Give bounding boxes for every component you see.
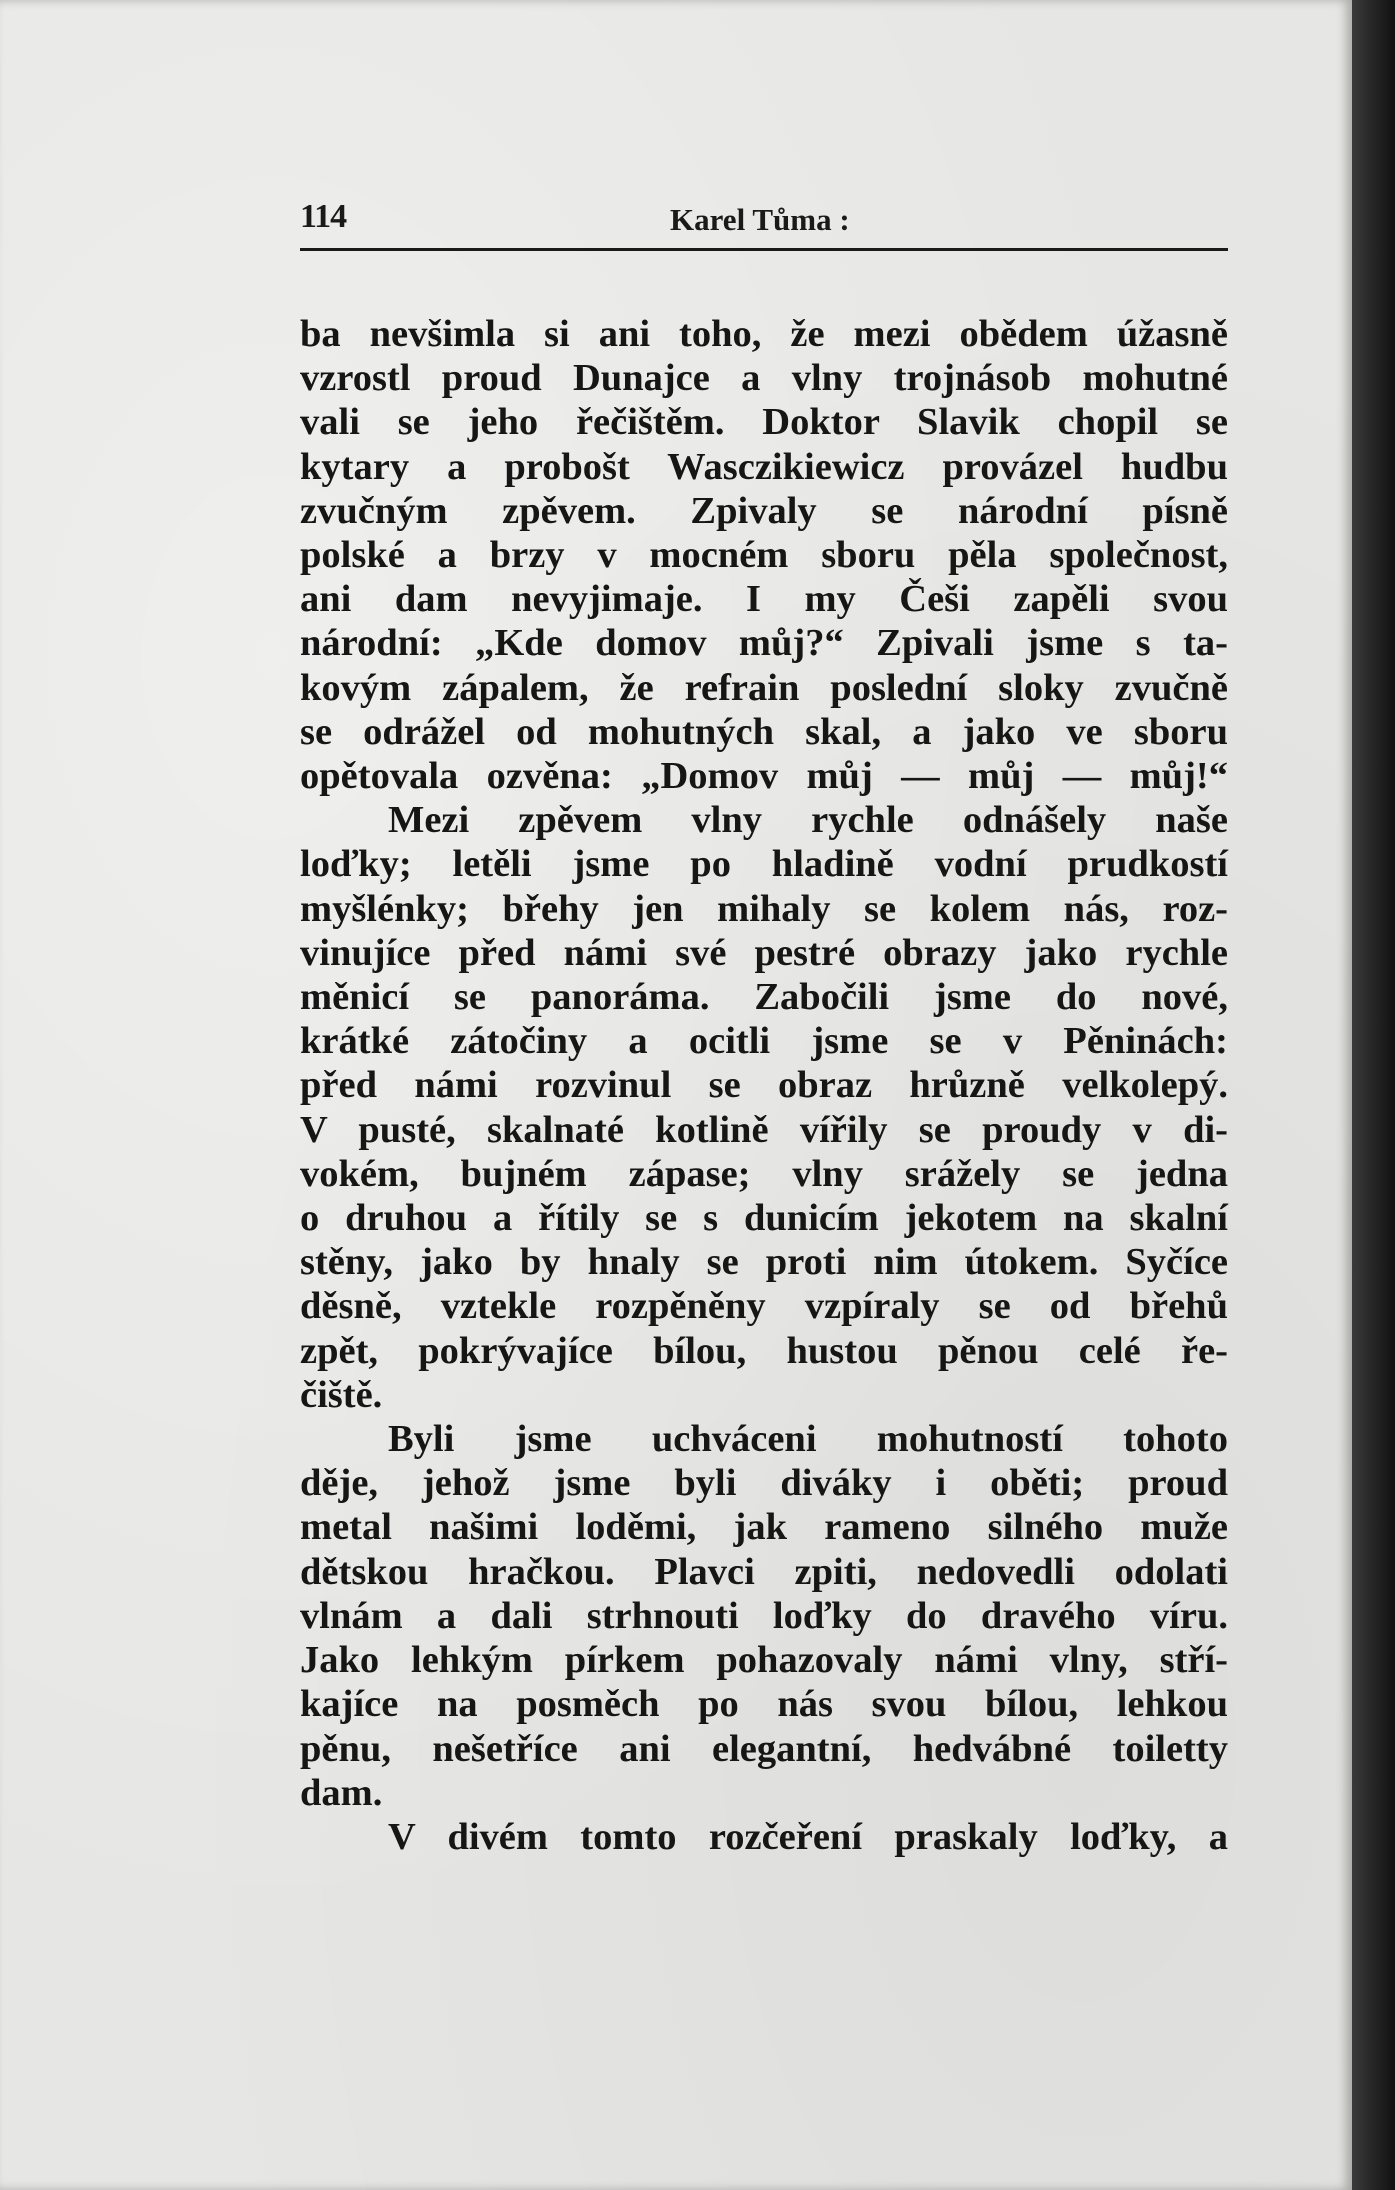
body-text bbox=[300, 312, 1228, 1859]
text-line: loďky; letěli jsme po hladině vodní prudkostí bbox=[300, 843, 1228, 886]
text-line: vinujíce před námi své pestré obrazy jako rychle bbox=[300, 931, 1228, 974]
text-line: ba nevšimla si ani toho, že mezi obědem úžasně bbox=[300, 313, 1228, 355]
scan-edge-shadow bbox=[1352, 0, 1395, 2190]
paragraph bbox=[300, 1815, 1228, 1859]
text-line: zpět, pokrývajíce bílou, hustou pěnou celé ře- bbox=[300, 1329, 1228, 1372]
text-line: zvučným zpěvem. Zpivaly se národní písně bbox=[300, 489, 1228, 532]
running-head bbox=[300, 198, 1228, 251]
text-line: stěny, jako by hnaly se proti nim útokem. Syčíce bbox=[300, 1241, 1228, 1284]
text-line: před námi rozvinul se obraz hrůzně velkolepý. bbox=[300, 1064, 1228, 1107]
text-line: kytary a probošt Wasczikiewicz provázel hudbu bbox=[300, 445, 1228, 488]
text-line: o druhou a řítily se s dunicím jekotem na skalní bbox=[300, 1197, 1228, 1240]
text-line: kajíce na posměch po nás svou bílou, lehkou bbox=[300, 1683, 1228, 1726]
text-line: dětskou hračkou. Plavci zpiti, nedovedli odolati bbox=[300, 1550, 1228, 1593]
text-line: polské a brzy v mocném sboru pěla společnost, bbox=[300, 534, 1228, 577]
paragraph bbox=[300, 1417, 1228, 1815]
text-line: vali se jeho řečištěm. Doktor Slavik chopil se bbox=[300, 401, 1228, 444]
text-line: národní: „Kde domov můj?“ Zpivali jsme s ta- bbox=[300, 622, 1228, 665]
text-line: kovým zápalem, že refrain poslední sloky zvučně bbox=[300, 666, 1228, 709]
text-line: Jako lehkým pírkem pohazovaly námi vlny, stří- bbox=[300, 1639, 1228, 1682]
text-line: myšlénky; břehy jen mihaly se kolem nás, roz- bbox=[300, 887, 1228, 930]
text-line: měnicí se panoráma. Zabočili jsme do nové, bbox=[300, 976, 1228, 1019]
text-line: čiště. bbox=[300, 1373, 383, 1416]
text-line: dam. bbox=[300, 1771, 383, 1814]
page-number: 114 bbox=[300, 198, 347, 235]
text-line: metal našimi loděmi, jak rameno silného muže bbox=[300, 1506, 1228, 1549]
running-title: Karel Tůma : bbox=[670, 202, 850, 237]
text-line: vlnám a dali strhnouti loďky do dravého víru. bbox=[300, 1594, 1228, 1637]
text-line: vzrostl proud Dunajce a vlny trojnásob mohutné bbox=[300, 357, 1228, 400]
text-line: opětovala ozvěna: „Domov můj — můj — můj!“ bbox=[300, 755, 1228, 798]
text-line: děje, jehož jsme byli diváky i oběti; proud bbox=[300, 1462, 1228, 1505]
paragraph bbox=[300, 798, 1228, 1417]
text-line: děsně, vztekle rozpěněny vzpíraly se od břehů bbox=[300, 1285, 1228, 1328]
paragraph bbox=[300, 312, 1228, 798]
text-line: Mezi zpěvem vlny rychle odnášely naše bbox=[388, 799, 1228, 842]
text-line: krátké zátočiny a ocitli jsme se v Pěninách: bbox=[300, 1020, 1228, 1063]
text-line: V divém tomto rozčeření praskaly loďky, a bbox=[388, 1815, 1228, 1858]
text-line: vokém, bujném zápase; vlny srážely se jedna bbox=[300, 1152, 1228, 1195]
text-line: pěnu, nešetříce ani elegantní, hedvábné toiletty bbox=[300, 1727, 1228, 1770]
text-line: Byli jsme uchváceni mohutností tohoto bbox=[388, 1418, 1228, 1461]
text-line: se odrážel od mohutných skal, a jako ve sboru bbox=[300, 710, 1228, 753]
text-line: V pusté, skalnaté kotlině vířily se proudy v di- bbox=[300, 1108, 1228, 1151]
text-line: ani dam nevyjimaje. I my Češi zapěli svou bbox=[300, 578, 1228, 621]
